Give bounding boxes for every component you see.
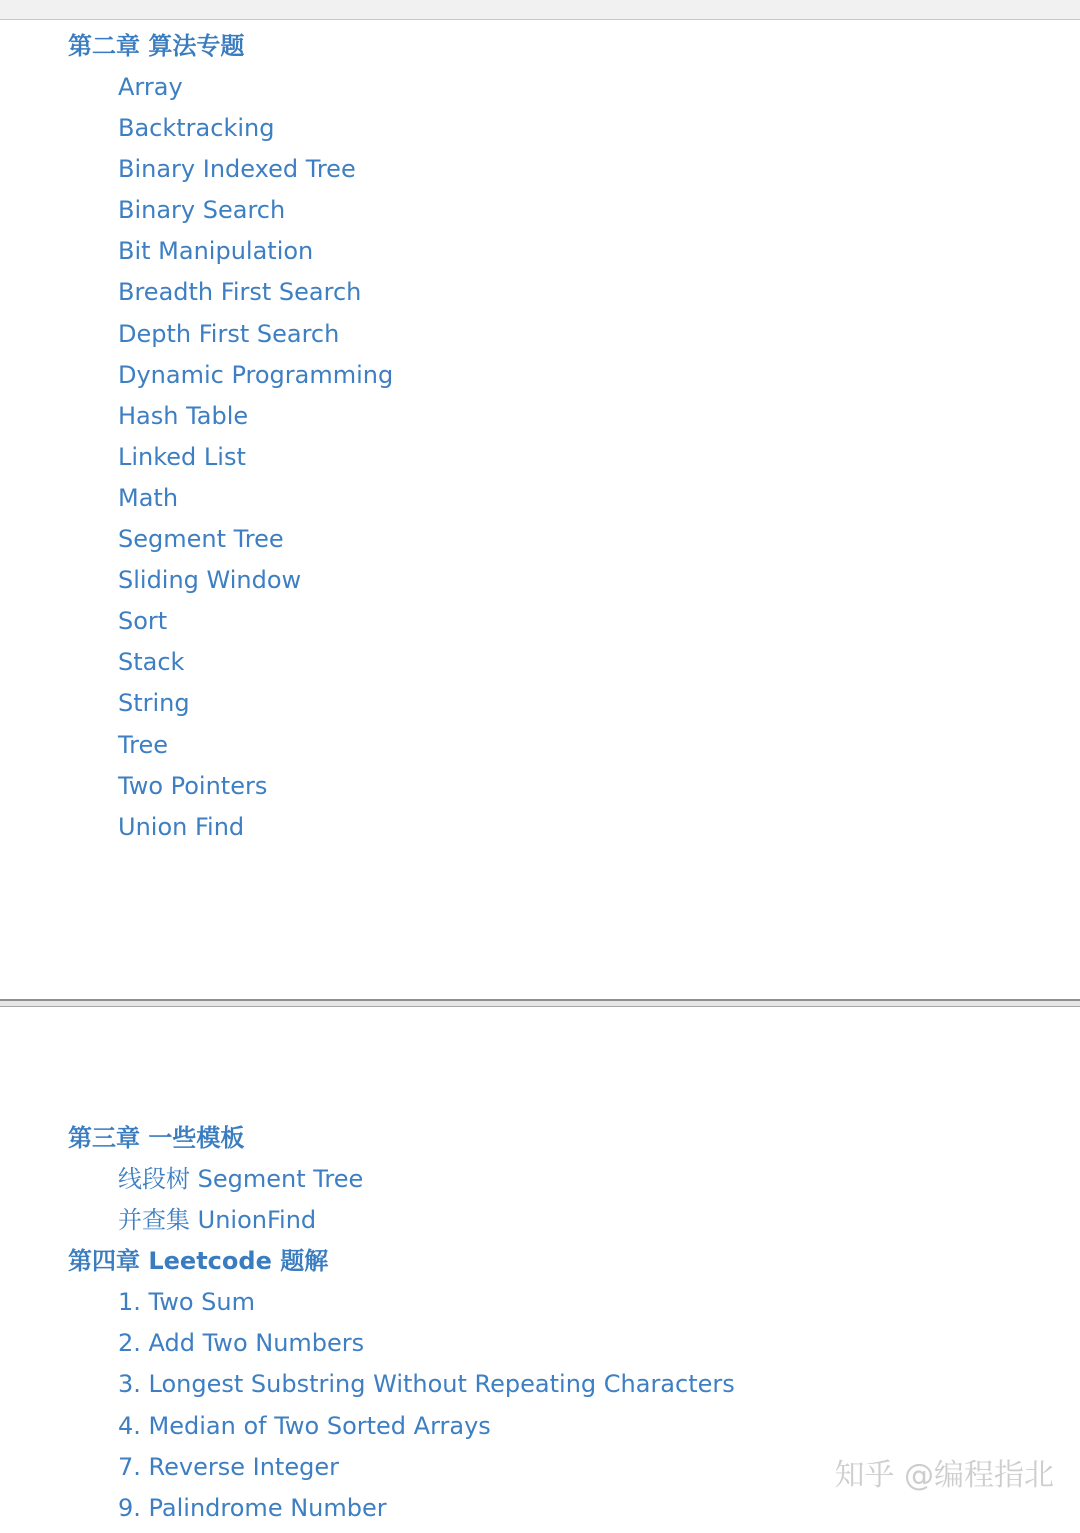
toc-link-sliding-window[interactable]: Sliding Window	[118, 566, 302, 595]
toc-link-segment-tree[interactable]: Segment Tree	[118, 525, 284, 554]
toc-link-palindrome-number[interactable]: 9. Palindrome Number	[118, 1493, 387, 1522]
toc-link-sort[interactable]: Sort	[118, 607, 168, 636]
toc-link-depth-first-search[interactable]: Depth First Search	[118, 319, 340, 348]
chapter-3-title[interactable]: 第三章 一些模板	[68, 1124, 245, 1152]
toc-link-string[interactable]: String	[118, 689, 190, 718]
toc-link-breadth-first-search[interactable]: Breadth First Search	[118, 278, 362, 307]
toc-link-union-find[interactable]: Union Find	[118, 812, 245, 841]
toc-link-binary-indexed-tree[interactable]: Binary Indexed Tree	[118, 155, 356, 184]
page-separator	[0, 999, 1080, 1007]
toc-link-segment-tree-template[interactable]: 线段树 Segment Tree	[118, 1165, 364, 1193]
toc-link-math[interactable]: Math	[118, 483, 179, 512]
toc-link-array[interactable]: Array	[118, 73, 183, 101]
toc-link-tree[interactable]: Tree	[118, 730, 169, 759]
toc-link-longest-substring[interactable]: 3. Longest Substring Without Repeating Characters	[118, 1370, 735, 1399]
toc-link-two-pointers[interactable]: Two Pointers	[118, 771, 268, 800]
toc-link-median-two-sorted-arrays[interactable]: 4. Median of Two Sorted Arrays	[118, 1411, 491, 1440]
toc-link-add-two-numbers[interactable]: 2. Add Two Numbers	[118, 1329, 365, 1358]
chapter-4-list	[118, 1286, 735, 1533]
toc-link-reverse-integer[interactable]: 7. Reverse Integer	[118, 1452, 339, 1481]
chapter-4-title[interactable]: 第四章 Leetcode 题解	[68, 1247, 329, 1275]
toc-link-linked-list[interactable]: Linked List	[118, 442, 246, 471]
chapter-2-list	[118, 71, 393, 852]
toc-link-hash-table[interactable]: Hash Table	[118, 401, 249, 430]
chapter-3-list	[118, 1163, 363, 1245]
toc-link-unionfind-template[interactable]: 并查集 UnionFind	[118, 1206, 317, 1235]
chapter-2-title[interactable]: 第二章 算法专题	[68, 32, 245, 60]
toc-link-stack[interactable]: Stack	[118, 648, 185, 677]
toc-link-backtracking[interactable]: Backtracking	[118, 114, 275, 143]
toc-link-binary-search[interactable]: Binary Search	[118, 196, 286, 225]
toc-link-two-sum[interactable]: 1. Two Sum	[118, 1288, 255, 1316]
watermark: 知乎 @编程指北	[834, 1458, 1054, 1493]
top-toolbar-edge	[0, 0, 1080, 20]
toc-link-bit-manipulation[interactable]: Bit Manipulation	[118, 237, 314, 266]
toc-link-dynamic-programming[interactable]: Dynamic Programming	[118, 360, 394, 389]
